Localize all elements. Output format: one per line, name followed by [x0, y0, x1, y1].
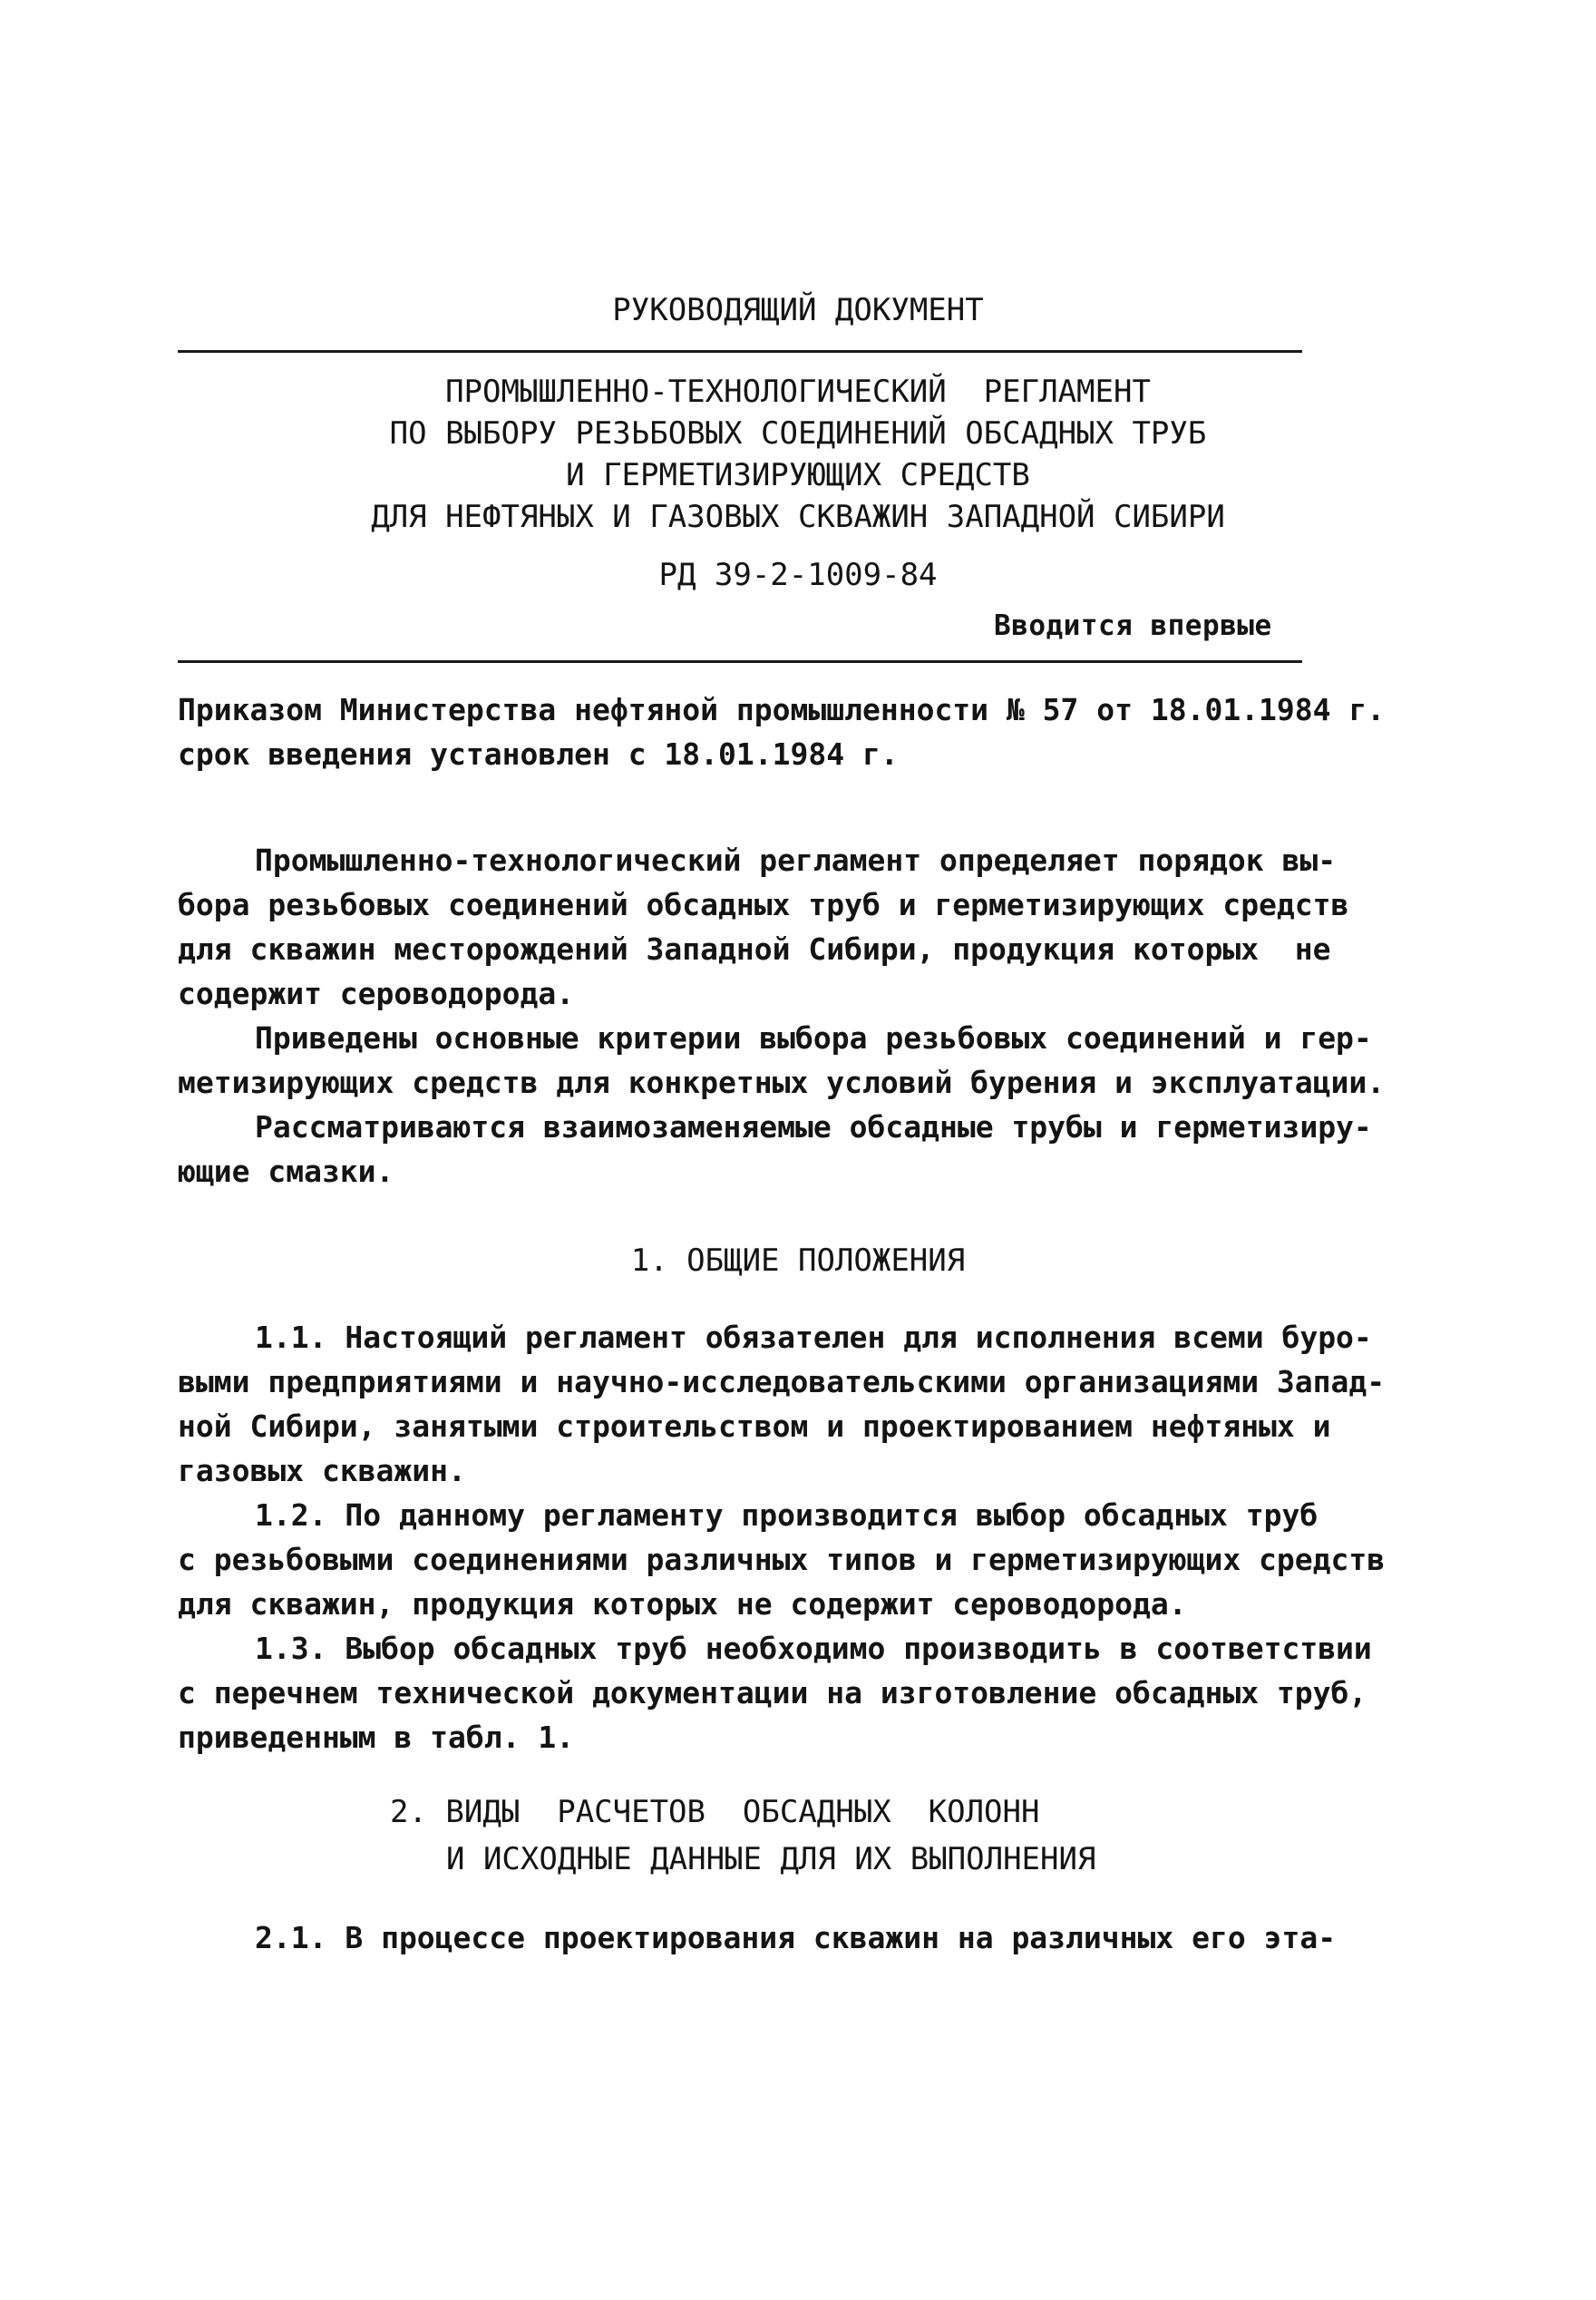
title-line-4: ДЛЯ НЕФТЯНЫХ И ГАЗОВЫХ СКВАЖИН ЗАПАДНОЙ СИБИРИ — [371, 499, 1225, 535]
section-2-heading-line-1: 2. ВИДЫ РАСЧЕТОВ ОБСАДНЫХ КОЛОНН — [390, 1794, 1040, 1830]
abstract-p1-line-2: бора резьбовых соединений обсадных труб и герметизирующих средств — [178, 887, 1349, 922]
header-bottom-rule — [178, 660, 1302, 663]
s2-p1-line-1: 2.1. В процессе проектирования скважин на различных его эта- — [255, 1920, 1337, 1955]
order-block — [178, 687, 1386, 776]
order-line-2: срок введения установлен с 18.01.1984 г. — [178, 736, 899, 772]
abstract-p1-line-3: для скважин месторождений Западной Сибири, продукция которых не — [178, 931, 1331, 967]
s1-p3-line-3: приведенным в табл. 1. — [178, 1720, 575, 1755]
abstract-p1-line-4: содержит сероводорода. — [178, 976, 575, 1011]
document-code: РД 39-2-1009-84 — [658, 557, 938, 593]
abstract-p2-line-1: Приведены основные критерии выбора резьбовых соединений и гер- — [255, 1020, 1372, 1056]
s1-p1-line-2: выми предприятиями и научно-исследовательскими организациями Запад- — [178, 1364, 1386, 1399]
section-2-heading-line-2: И ИСХОДНЫЕ ДАННЫЕ ДЛЯ ИХ ВЫПОЛНЕНИЯ — [446, 1841, 1096, 1877]
title-line-3: И ГЕРМЕТИЗИРУЮЩИХ СРЕДСТВ — [566, 457, 1030, 493]
s1-p1-line-3: ной Сибири, занятыми строительством и проектированием нефтяных и — [178, 1408, 1331, 1444]
s1-p3-line-2: с перечнем технической документации на изготовление обсадных труб, — [178, 1675, 1367, 1710]
section-1-heading: 1. ОБЩИЕ ПОЛОЖЕНИЯ — [630, 1243, 966, 1279]
s1-p1-line-1: 1.1. Настоящий регламент обязателен для исполнения всеми буро- — [255, 1320, 1372, 1355]
abstract-p2-line-2: метизирующих средств для конкретных условий бурения и эксплуатации. — [178, 1065, 1386, 1100]
abstract-p3-line-2: ющие смазки. — [178, 1154, 394, 1189]
s1-p1-line-4: газовых скважин. — [178, 1453, 466, 1488]
header-top-rule — [178, 350, 1302, 353]
document-type: РУКОВОДЯЩИЙ ДОКУМЕНТ — [612, 292, 984, 328]
order-line-1: Приказом Министерства нефтяной промышленности № 57 от 18.01.1984 г. — [178, 692, 1386, 727]
s1-p2-line-1: 1.2. По данному регламенту производится выбор обсадных труб — [255, 1497, 1319, 1533]
section-1-body — [178, 1315, 1386, 1759]
s1-p2-line-2: с резьбовыми соединениями различных типов и герметизирующих средств — [178, 1542, 1386, 1577]
abstract-block — [178, 838, 1386, 1194]
abstract-p3-line-1: Рассматриваются взаимозаменяемые обсадные трубы и герметизиру- — [255, 1109, 1372, 1145]
s1-p3-line-1: 1.3. Выбор обсадных труб необходимо производить в соответствии — [255, 1631, 1372, 1666]
title-line-2: ПО ВЫБОРУ РЕЗЬБОВЫХ СОЕДИНЕНИЙ ОБСАДНЫХ ТРУБ — [389, 415, 1207, 452]
title-line-1: ПРОМЫШЛЕННО-ТЕХНОЛОГИЧЕСКИЙ РЕГЛАМЕНТ — [445, 374, 1151, 410]
section-2-body — [178, 1915, 1337, 1960]
abstract-p1-line-1: Промышленно-технологический регламент определяет порядок вы- — [255, 843, 1337, 878]
s1-p2-line-3: для скважин, продукция которых не содержит сероводорода. — [178, 1586, 1187, 1622]
intro-note: Вводится впервые — [994, 609, 1272, 642]
